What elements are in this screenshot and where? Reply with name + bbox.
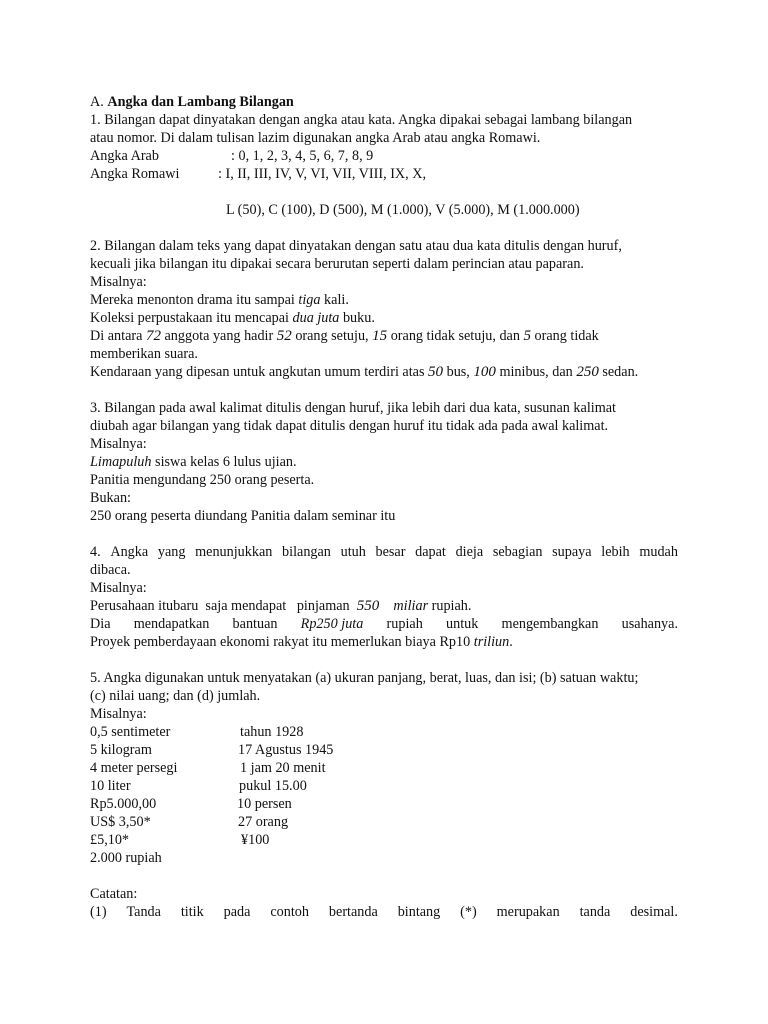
p5-row: 2.000 rupiah — [90, 850, 162, 866]
p5-line-2: (c) nilai uang; dan (d) jumlah. — [90, 688, 261, 704]
p4-example-1: Perusahaan itubaru saja mendapat pinjaman 550 miliar rupiah. — [90, 598, 472, 614]
p5-line-1: 5. Angka digunakan untuk menyatakan (a) ukuran panjang, berat, luas, dan isi; (b) satuan waktu; — [90, 670, 639, 686]
angka-romawi-row — [90, 165, 678, 183]
section-prefix: A. — [90, 94, 108, 110]
p2-misalnya: Misalnya: — [90, 274, 147, 290]
p3-example-3: 250 orang peserta diundang Panitia dalam seminar itu — [90, 508, 396, 524]
p3-bukan: Bukan: — [90, 490, 131, 506]
p3-example-1: Limapuluh siswa kelas 6 lulus ujian. — [90, 454, 297, 470]
p5-row: Rp5.000,00 10 persen — [90, 796, 292, 812]
p5-row: £5,10* ¥100 — [90, 832, 270, 848]
p4-example-3: Proyek pemberdayaan ekonomi rakyat itu memerlukan biaya Rp10 triliun. — [90, 634, 513, 650]
p3-misalnya: Misalnya: — [90, 436, 147, 452]
p1-line-1: 1. Bilangan dapat dinyatakan dengan angka atau kata. Angka dipakai sebagai lambang bilangan — [90, 112, 633, 128]
p3-line-2: diubah agar bilangan yang tidak dapat ditulis dengan huruf itu tidak ada pada awal kalimat. — [90, 418, 609, 434]
p4-misalnya: Misalnya: — [90, 580, 147, 596]
catatan-title: Catatan: — [90, 886, 138, 902]
document-body — [90, 93, 678, 921]
p2-line-2: kecuali jika bilangan itu dipakai secara berurutan seperti dalam perincian atau paparan. — [90, 256, 584, 272]
angka-arab-label: Angka Arab — [90, 148, 159, 164]
p5-row: 0,5 sentimeter tahun 1928 — [90, 724, 304, 740]
p5-row: 10 liter pukul 15.00 — [90, 778, 307, 794]
p2-example-3: Di antara 72 anggota yang hadir 52 orang setuju, 15 orang tidak setuju, dan 5 orang tidak — [90, 328, 599, 344]
section-heading — [90, 93, 678, 111]
angka-romawi-value: : I, II, III, IV, V, VI, VII, VIII, IX, X, — [218, 166, 427, 182]
p5-misalnya: Misalnya: — [90, 706, 147, 722]
angka-arab-value: : 0, 1, 2, 3, 4, 5, 6, 7, 8, 9 — [231, 148, 374, 164]
p2-example-3-cont: memberikan suara. — [90, 346, 198, 362]
p2-example-1: Mereka menonton drama itu sampai tiga kali. — [90, 292, 349, 308]
angka-arab-row — [90, 147, 678, 165]
p5-row: 5 kilogram 17 Agustus 1945 — [90, 742, 334, 758]
p5-row: 4 meter persegi 1 jam 20 menit — [90, 760, 326, 776]
catatan-line-1: (1) Tanda titik pada contoh bertanda bintang (*) merupakan tanda desimal. — [90, 904, 678, 920]
p2-line-1: 2. Bilangan dalam teks yang dapat dinyatakan dengan satu atau dua kata ditulis dengan huruf, — [90, 238, 622, 254]
angka-romawi-label: Angka Romawi — [90, 166, 180, 182]
p3-line-1: 3. Bilangan pada awal kalimat ditulis dengan huruf, jika lebih dari dua kata, susunan kalimat — [90, 400, 616, 416]
p4-example-2: Dia mendapatkan bantuan Rp250 juta rupiah untuk mengembangkan usahanya. — [90, 616, 678, 632]
p2-example-4: Kendaraan yang dipesan untuk angkutan umum terdiri atas 50 bus, 100 minibus, dan 250 sedan. — [90, 364, 639, 380]
section-title: Angka dan Lambang Bilangan — [107, 94, 294, 110]
p3-example-2: Panitia mengundang 250 orang peserta. — [90, 472, 315, 488]
p4-example-2-amount: Rp250 juta — [300, 616, 364, 632]
angka-romawi-more: L (50), C (100), D (500), M (1.000), V (5.000), M (1.000.000) — [226, 202, 580, 218]
p2-example-2: Koleksi perpustakaan itu mencapai dua juta buku. — [90, 310, 375, 326]
p4-line-2: dibaca. — [90, 562, 131, 578]
p4-line-1: 4. Angka yang menunjukkan bilangan utuh besar dapat dieja sebagian supaya lebih mudah — [90, 544, 678, 560]
p1-line-2: atau nomor. Di dalam tulisan lazim digunakan angka Arab atau angka Romawi. — [90, 130, 541, 146]
p5-row: US$ 3,50* 27 orang — [90, 814, 289, 830]
